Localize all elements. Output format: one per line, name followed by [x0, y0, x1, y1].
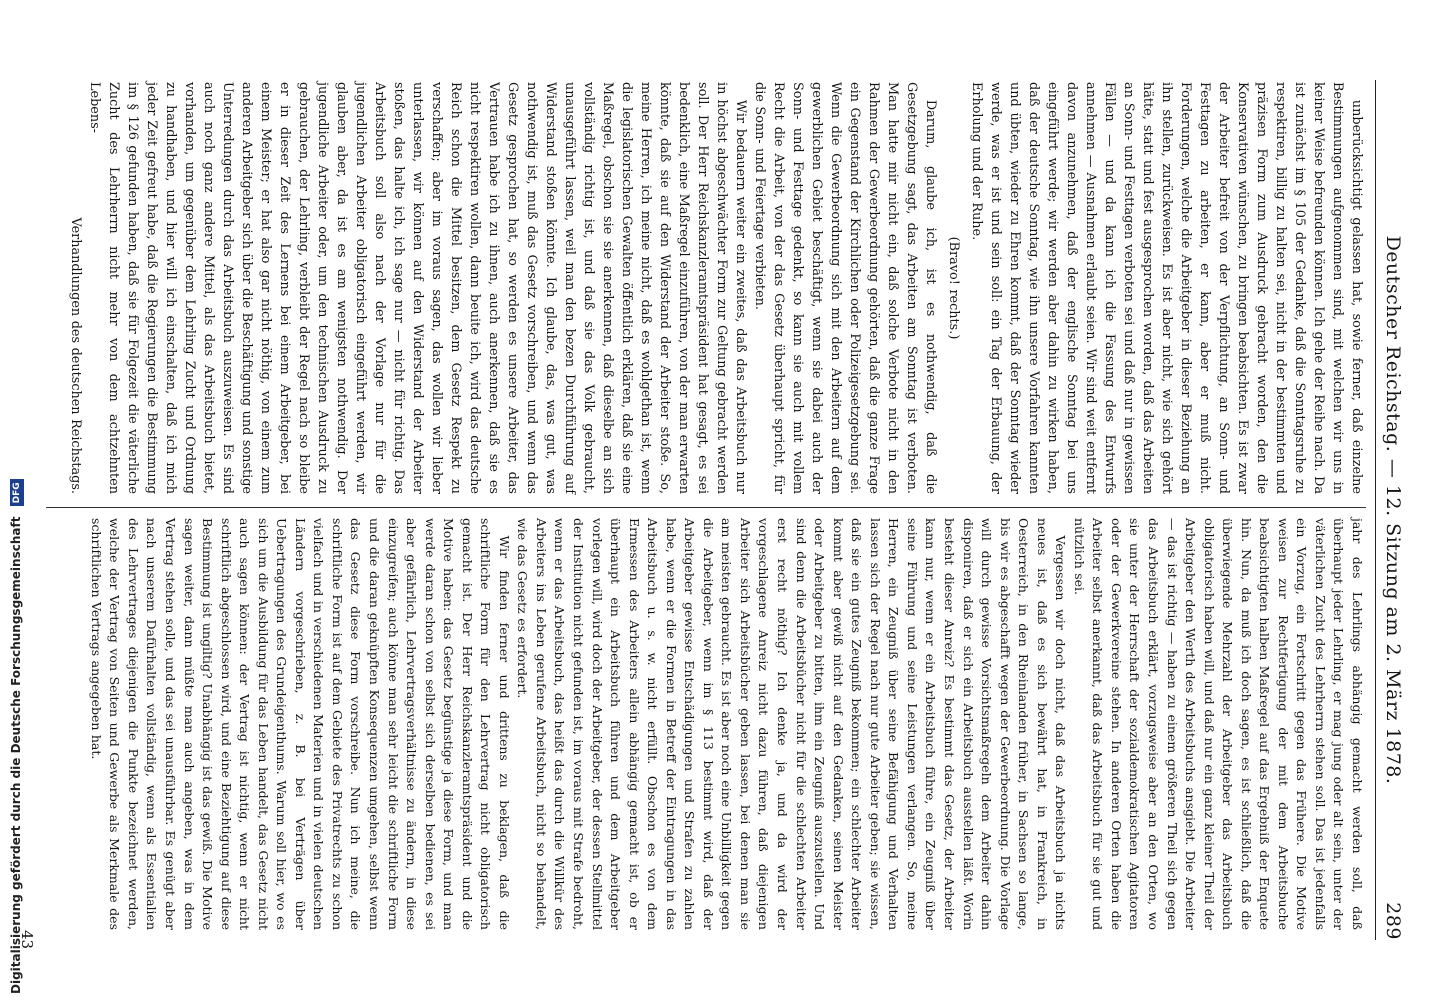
- left-column: [66, 82, 1366, 494]
- digitization-notice: [6, 482, 26, 994]
- page-number: 289: [1382, 902, 1404, 940]
- page-header: [1375, 80, 1410, 940]
- dfg-logo-icon: DFG: [10, 479, 24, 506]
- digitization-notice-text: Digitalisierung gefördert durch die Deutsche Forschungsgemeinschaft: [9, 516, 23, 994]
- paragraph: unberücksichtigt gelassen hat, sowie ferner, daß einzelne Bestimmungen aufgenommen sind, mit welchen wir uns in keiner Weise befreunden können. Ich gehe der Reihe nach. Da ist zunächst im § 105 der Gedanke, daß die Sonntagsruhe zu respektiren, billig zu halten sei, nicht in der bestimmten und präzisen Form zum Ausdruck gebracht worden, den die Konservativen wünschen, zu bringen beabsichten. Es ist zwar der Arbeiter befreit von der Verpflichtung, an Sonn- und Festtagen zu arbeiten, er kann, aber er muß nicht. Forderungen, welche die Arbeitgeber in dieser Beziehung an ihn stellen, zurückweisen. Es ist aber nicht, wie sich gehört hätte, statt und fest ausgesprochen worden, daß das Arbeiten an Sonn- und Festtagen verboten sei und daß nur in gewissen Fällen — und da kann ich die Fassung des Entwurfs annehmen — Ausnahmen erlaubt seien. Wir sind weit entfernt davon anzunehmen, daß der englische Sonntag bei uns eingeführt werde; wir werden aber dahin zu wirken haben, daß der deutsche Sonntag, wie ihn unsere Vorfahren kannten und übten, wieder zu Ehren kommt, daß der Sonntag wieder werde, was er ist und sein soll: ein Tag der Erbauung, der Erholung und der Ruhe.: [969, 82, 1364, 494]
- right-column: [86, 518, 1366, 930]
- column-divider: [46, 507, 1366, 508]
- paragraph: Wir finden ferner und drittens zu beklagen, daß die schriftliche Form für den Lehrvertrag nicht obligatorisch gemacht ist. Der Herr Reichskanzleramtspräsident und die Motive haben: das Gesetz begünstige ja diese Form, und man werde daran schon von selbst sich derselben bedienen, es sei aber gefährlich, Lehrvertragsverhältnisse zu ändern, in diese einzugreifen; auch könne man sehr leicht die schriftliche Form und die daran geknüpften Konsequenzen umgehen, selbst wenn das Gesetz diese Form vorschreibe. Nun ich meine, die schriftliche Form ist auf dem Gebiete des Privatrechts zu schon vielfach und in verschiedenen Materien und in vielen deutschen Ländern vorgeschrieben, z. B. bei Verträgen über Uebertragungen des Grundeigenthums. Warum soll hier, wo es sich um die Ausbildung für das Leben handelt, das Gesetz nicht auch sagen können: der Vertrag ist nichtig, wenn er nicht schriftlich abgeschlossen wird, und eine Beziehtigung auf diese Bestimmung ist ungiltig? Unabhängig ist das gewiß. Die Motive sagen weiter, dann müßte man auch angeben, was in dem Vertrag stehen solle, und das sei unausführbar. Es genügt aber nach unserem Dafürhalten vollständig, wenn als Essentialien des Lehrvertrages diejenigen die Punkte bezeichnet werden, welche der Vertrag von Seiten und Gewerbe als Merkmale des schriftlichen Vertrags angegeben hat.: [88, 518, 512, 930]
- paragraph: Darum, glaube ich, ist es nothwendig, daß die Gesetzgebung sagt, das Arbeiten am Sonntag ist verboten. Man hatte mir nicht ein, daß solche Verbote nicht in den Rahmen der Gewerbeordnung gehörten, daß die ganze Frage ein Gegenstand der Kirchlichen oder Polizeigesetzgebung sei. Wenn die Gewerbeordnung sich mit den Arbeitern auf dem gewerblichen Gebiet beschäftigt, wenn sie dabei auch der Sonn- und Festtage gedenkt, so kann sie auch mit vollem Recht die Arbeit, von der das Gesetz überhaupt spricht, für die Sonn- und Feiertage verbieten.: [752, 82, 938, 494]
- sheet-marker: 43: [18, 930, 36, 950]
- paragraph: Vergessen wir doch nicht, daß das Arbeitsbuch ja nichts neues ist, daß es sich bewährt hat, in Frankreich, in Oesterreich, in den Rheinlanden früher, in Sachsen so lange, bis wir es abgeschafft wegen der Gewerbeordnung. Die Vorlage will durch gewisse Vorsichtsmaßregeln dem Arbeiter dahin disponiren, daß er sich ein Arbeitsbuch ausstellen läßt. Worin besteht dieser Anreiz? Es bestimmt das Gesetz, der Arbeiter kann nur, wenn er ein Arbeitsbuch führe, ein Zeugniß über seine Führung und seine Leistungen verlangen. So, meine Herren, ein Zeugniß über seine Befähigung und Verhalten lassen sich der Regel nach nur gute Arbeiter geben; sie wissen, daß sie ein gutes Zeugniß bekommen; ein schlechter Arbeiter kommt aber gewiß nicht auf den Gedanken, seinen Meister oder Arbeitgeber zu bitten, ihm ein Zeugniß auszustellen. Und sind denn die Arbeitsbücher nicht für die schlechten Arbeiter erst recht nöthig? Ich denke ja, und da wird der vorgeschlagene Anreiz nicht dazu führen, daß diejenigen Arbeiter sich Arbeitsbücher geben lassen, bei denen man sie am meisten gebraucht. Es ist aber noch eine Unbilligkeit gegen die Arbeitgeber, wenn im § 113 bestimmt wird, daß der Arbeitgeber gewisse Entschädigungen und Strafen zu zahlen habe, wenn er die Formen in Betreff der Eintragungen in das Arbeitsbuch u. s. w. nicht erfüllt. Obschon es von dem Ermessen des Arbeiters allein abhängig gemacht ist, ob er überhaupt ein Arbeitsbuch führen und dem Arbeitgeber vorlegen will, wird doch der Arbeitgeber, der dessen Stellmittel der Institution nicht gefunden ist, im voraus mit Strafe bedroht, wenn er das Arbeitsbuch, das heißt das durch die Willkür des Arbeiters ins Leben gerufene Arbeitsbuch, nicht so behandelt, wie das Gesetz es erfordert.: [515, 518, 1069, 930]
- paragraph: jahr des Lehrlings abhängig gemacht werden soll, daß überhaupt jeder Lehrling, er mag jung oder alt sein, unter der väterlichen Zucht des Lehrherrn stehen soll. Das ist jedenfalls ein Vorzug, ein Fortschritt gegen das Frühere. Die Motive weisen zur Rechtfertigung der mit dem Arbeitsbuche beabsichtigten halben Maßregel auf das Ergebniß der Enquete hin. Nun, da muß ich doch sagen, es ist schließlich, daß die überwiegende Mehrzahl der Arbeitgeber das Arbeitsbuch obligatorisch haben will, und daß nur ein ganz kleiner Theil der Arbeitgeber den Werth des Arbeitsbuchs ansgiebt. Die Arbeiter — das ist richtig — haben zu einem größeren Theil sich gegen das Arbeitsbuch erklärt, vorzugsweise aber an den Orten, wo sie unter der Herrschaft der sozialdemokratischen Agitatoren oder der Gewerkvereine stehen. In anderen Orten haben die Arbeiter selbst anerkannt, daß das Arbeitsbuch für sie gut und nützlich sei.: [1071, 518, 1365, 930]
- running-title: Deutscher Reichstag. — 12. Sitzung am 2. März 1878.: [1382, 235, 1404, 785]
- interjection: (Bravo! rechts.): [946, 236, 961, 340]
- column-footer: Verhandlungen des deutschen Reichstags.: [68, 217, 83, 494]
- paragraph: Wir bedauern weiter ein zweites, daß das Arbeitsbuch nur in höchst abgeschwächter Form zur Geltung gebracht werden soll. Der Herr Reichskanzleramtspräsident hat gesagt, es sei bedenklich, eine Maßregel einzuführen, von der man erwarten könnte, daß sie auf den Widerstand der Arbeiter stoße. So, meine Herren, ich meine nicht, daß es wohlgethan ist, wenn die legislatorischen Gewalten öffentlich erklären, daß sie eine Maßregel, obschon sie sie anerkennen, daß dieselbe an sich vollständig richtig ist, und daß sie das Volk gebraucht, unausgeführt lassen, weil man den bezen Durchführung auf Widerstand stoßen könnte. Ich glaube, das, was gut, was nothwendig ist, muß das Gesetz vorschreiben, und wenn das Gesetz gesprochen hat, so werden es unsere Arbeiter, das Vertrauen habe ich zu ihnen, auch anerkennen, daß sie es nicht respektiren wollen, dann beuite ich, wird das deutsche Reich schon die Mittel besitzen, dem Gesetz Respekt zu verschaffen; aber im voraus sagen, das wollen wir lieber unterlassen, wir können auf den Widerstand der Arbeiter stoßen, das halte ich, ich sage nur — nicht für richtig. Das Arbeitsbuch soll also nach der Vorlage nur für die jugendlichen Arbeiter obligatorisch eingeführt werden, wir glauben aber, da ist es am wenigsten nothwendig. Der jugendliche Arbeiter oder, um den technischen Ausdruck zu gebrauchen, der Lehrling, verbleibt der Regel nach so bleibe er in dieser Zeit des Lernens bei einem Arbeitgeber, bei einem Meister; er hat also gar nicht nöthig, von einem zum anderen Arbeitgeber sich über die Beschäftigung und sonstige Unterredungen durch das Arbeitsbuch auszuweisen. Es sind auch noch ganz andere Mittel, als das Arbeitsbuch bietet, vorhanden, um gegenüber dem Lehrling Zucht und Ordnung zu handhaben, und hier will ich einschalten, daß ich mich jeder Zeit gefreut habe, daß die Regierungen die Bestimmung im § 126 gefunden haben, daß sie für Folgezeit die väterliche Zucht des Lehrherrn nicht mehr von dem achtzehnten Lebens-: [87, 82, 748, 494]
